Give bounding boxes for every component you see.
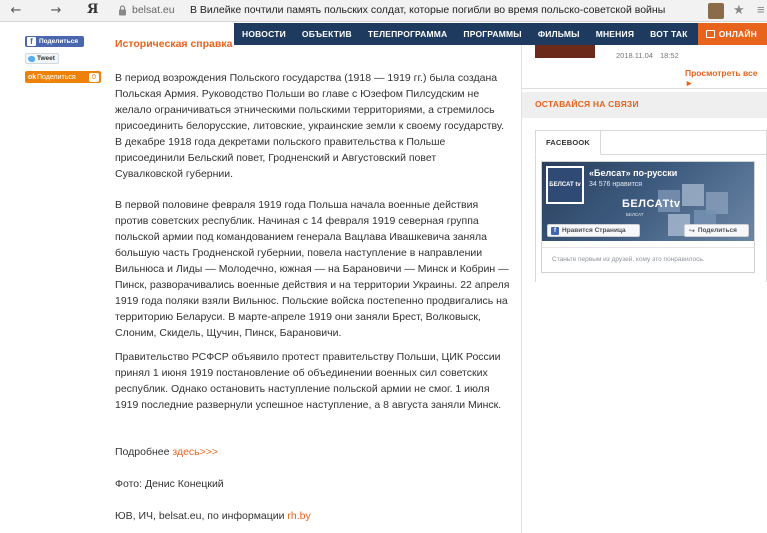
facebook-page-name[interactable]: «Белсат» по-русски: [589, 168, 678, 178]
star-icon[interactable]: ★: [733, 2, 745, 17]
tab-facebook[interactable]: FACEBOOK: [535, 130, 601, 155]
nav-item-programs[interactable]: ПРОГРАММЫ: [463, 29, 522, 39]
section-title: Историческая справка: [115, 38, 233, 50]
facebook-share-label: Поделиться: [39, 38, 79, 45]
tweet-label: Tweet: [37, 55, 55, 62]
facebook-page-widget: [541, 161, 755, 273]
stay-connected-title: ОСТАВАЙСЯ НА СВЯЗИ: [535, 99, 639, 109]
bookmark-extension-icon[interactable]: [708, 3, 724, 19]
menu-icon[interactable]: ≡: [757, 2, 765, 17]
online-button[interactable]: [698, 23, 767, 45]
nav-item-tv-program[interactable]: ТЕЛЕПРОГРАММА: [367, 29, 448, 39]
url-host[interactable]: belsat.eu: [132, 4, 175, 16]
tab-underline: [600, 154, 767, 155]
news-date: 2018.11.04: [616, 51, 653, 60]
news-time: 18:52: [660, 51, 679, 60]
cover-brand-subtext: БЕЛСАТ: [626, 212, 644, 217]
share-arrow-icon: ↪: [689, 227, 695, 235]
more-prefix: Подробнее: [115, 446, 173, 458]
belsat-page-logo[interactable]: БЕЛСАТ tv: [546, 166, 584, 204]
tv-icon: [706, 30, 715, 38]
facebook-share-button[interactable]: [25, 36, 84, 47]
odnoklassniki-icon: ok: [28, 73, 37, 81]
address-bar-title[interactable]: В Вилейке почтили память польских солдат, которые погибли во время польско-советской войны: [190, 4, 666, 16]
source-link[interactable]: rh.by: [287, 510, 311, 522]
friends-like-row: [542, 247, 754, 272]
lock-icon: [118, 5, 127, 16]
article-body: [115, 38, 510, 522]
source-prefix: ЮВ, ИЧ, belsat.eu, по информации: [115, 510, 288, 522]
more-line: [115, 444, 218, 460]
nav-item-vot-tak[interactable]: ВОТ ТАК: [650, 29, 688, 39]
sidebar-divider: [521, 45, 522, 533]
facebook-icon: f: [27, 37, 36, 46]
nav-item-opinions[interactable]: МНЕНИЯ: [595, 29, 635, 39]
tweet-button[interactable]: [25, 53, 59, 64]
twitter-bird-icon: [28, 56, 35, 62]
like-page-label: Нравится Страница: [562, 227, 626, 234]
photo-credit: Фото: Денис Конецкий: [115, 478, 224, 490]
back-arrow-icon[interactable]: ←: [10, 3, 22, 18]
nav-item-news[interactable]: НОВОСТИ: [242, 29, 286, 39]
friends-like-text: Станьте первым из друзей, кому это понравилось.: [552, 256, 705, 263]
more-link[interactable]: здесь>>>: [172, 446, 219, 458]
nav-item-films[interactable]: ФИЛЬМЫ: [537, 29, 580, 39]
facebook-like-count: 34 576 нравится: [589, 181, 643, 188]
yandex-logo[interactable]: Я: [87, 2, 99, 17]
widget-share-label: Поделиться: [697, 227, 737, 234]
ok-share-label: Поделиться: [37, 73, 76, 81]
see-all-link[interactable]: Просмотреть все ►: [685, 68, 758, 88]
facebook-icon: f: [551, 227, 559, 235]
facebook-cover-image[interactable]: [542, 162, 754, 241]
cover-brand-text: БЕЛСАТtv: [622, 198, 681, 210]
paragraph-2: В первой половине февраля 1919 года Польша начала военные действия против советских республик. Начиная с 14 февраля 1919 северная группа польской армии под командованием генерала Вацлава Ивашкевича заняла большую часть Гродненской губернии, повела наступление в направлении Вильнюса и Лиды — Молодечно, южная — на Барановичи — Минск и Кобрин — Пинск, разворачивались военные действия и на территории Украины. 22 апреля 1919 года поляки взяли Вильнюс. Польские войска постепенно продвигались на территорию Беларуси. В марте-апреле 1919 они заняли Брест, Волковыск, Слоним, Скидель, Щучин, Пинск, Барановичи.: [115, 199, 510, 339]
browser-toolbar: [0, 0, 767, 22]
odnoklassniki-share-button[interactable]: [25, 71, 101, 83]
sidebar-separator: [522, 88, 767, 89]
paragraph-3: Правительство РСФСР объявило протест правительству Польши, ЦИК России принял 1 июня 1919 постановление об объединении военных сил советских республик. Однако остановить наступление польской армии не смог. 1 июля 1919 последние развернули успешное наступление, а 8 августа заняли Минск.: [115, 351, 502, 411]
facebook-like-page-button[interactable]: [547, 224, 640, 237]
online-label: ОНЛАЙН: [718, 29, 757, 39]
ok-share-count: 0: [89, 73, 99, 82]
source-line: [115, 508, 311, 524]
forward-arrow-icon[interactable]: →: [50, 3, 62, 18]
paragraph-1: В период возрождения Польского государства (1918 — 1919 гг.) была создана Польская Армия. Руководство Польши во главе с Юзефом Пилсудским не желало ограничиваться этническими польскими территориями, а стремилось присоединить белорусские, литовские, украинские земли к своему государству. В декабре 1918 года декретами польского правительства к Польше присоединили Бельский повет, Гродненский и Августовский повет Сувалковской губернии.: [115, 72, 505, 180]
news-thumbnail[interactable]: [535, 45, 595, 58]
nav-item-objective[interactable]: ОБЪЕКТИВ: [301, 29, 352, 39]
facebook-widget-share-button[interactable]: [684, 224, 749, 237]
